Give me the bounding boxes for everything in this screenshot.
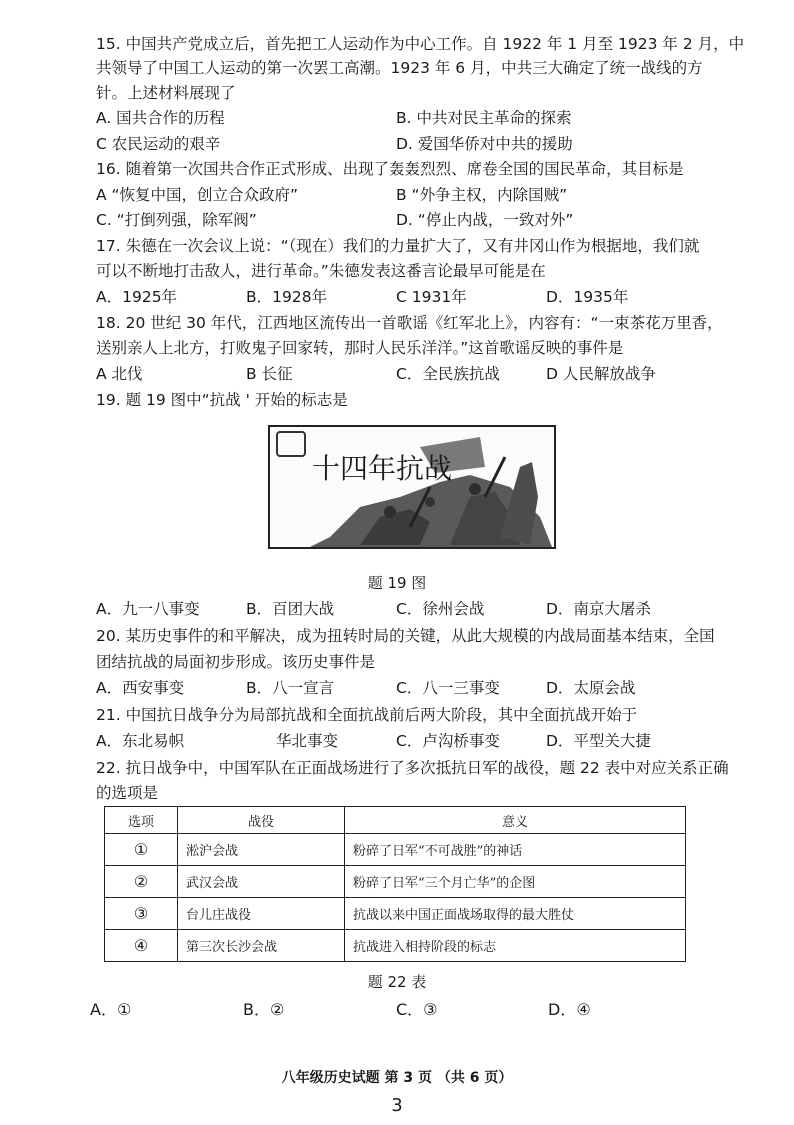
table-row	[105, 930, 686, 962]
table-header-cell: 战役	[178, 807, 345, 834]
q22-line-1: 22. 抗日战争中，中国军队在正面战场进行了多次抵抗日军的战役，题 22 表中对应关系正确	[96, 759, 729, 777]
q19-line-1: 19. 题 19 图中“抗战 ' 开始的标志是	[96, 391, 348, 409]
table-cell-battle: 台儿庄战役	[178, 898, 345, 930]
q20-option-d: D．太原会战	[546, 679, 636, 697]
table-cell-option: ③	[105, 898, 178, 930]
q15-option-c: C 农民运动的艰辛	[96, 135, 221, 153]
table-cell-significance: 抗战进入相持阶段的标志	[345, 930, 686, 962]
q18-option-b: B 长征	[246, 365, 293, 383]
table-cell-option: ②	[105, 866, 178, 898]
figure-title: 十四年抗战	[312, 452, 453, 485]
table-row	[105, 866, 686, 898]
q20-option-a: A．西安事变	[96, 679, 185, 697]
q17-option-d: D．1935年	[546, 288, 629, 306]
q20-option-c: C．八一三事变	[396, 679, 500, 697]
table-cell-battle: 淞沪会战	[178, 834, 345, 866]
q18-option-c: C．全民族抗战	[396, 365, 500, 383]
q18-line-2: 送别亲人上北方，打败鬼子回家转，那时人民乐洋洋。”这首歌谣反映的事件是	[96, 339, 624, 357]
table-cell-significance: 抗战以来中国正面战场取得的最大胜仗	[345, 898, 686, 930]
q16-option-b: B “外争主权，内除国贼”	[396, 186, 568, 204]
q22-option-d: D．④	[548, 1000, 591, 1019]
q22-option-b: B．②	[243, 1000, 285, 1019]
q15-option-a: A. 国共合作的历程	[96, 109, 225, 127]
table-cell-significance: 粉碎了日军“不可战胜”的神话	[345, 834, 686, 866]
table-row	[105, 834, 686, 866]
sculpture-illustration	[270, 427, 556, 549]
q21-option-c: C．卢沟桥事变	[396, 732, 500, 750]
q15-line-2: 共领导了中国工人运动的第一次罢工高潮。1923 年 6 月，中共三大确定了统一战线的方	[96, 59, 703, 77]
q20-line-2: 团结抗战的局面初步形成。该历史事件是	[96, 653, 376, 671]
page-footer: 八年级历史试题 第 3 页 （共 6 页）	[281, 1070, 513, 1086]
q22-table	[104, 806, 686, 962]
page-number: 3	[391, 1095, 403, 1116]
q17-line-1: 17. 朱德在一次会议上说：“（现在）我们的力量扩大了，又有井冈山作为根据地，我们就	[96, 237, 700, 255]
q17-option-b: B．1928年	[246, 288, 328, 306]
q21-line-1: 21. 中国抗日战争分为局部抗战和全面抗战前后两大阶段，其中全面抗战开始于	[96, 706, 638, 724]
q21-option-b: 华北事变	[276, 732, 339, 750]
q18-option-d: D 人民解放战争	[546, 365, 656, 383]
q18-line-1: 18. 20 世纪 30 年代，江西地区流传出一首歌谣《红军北上》，内容有：“一束茶花万里香，	[96, 314, 723, 332]
table-header-row	[105, 807, 686, 834]
q19-option-b: B．百团大战	[246, 600, 335, 618]
q19-option-a: A．九一八事变	[96, 600, 200, 618]
q22-option-a: A．①	[90, 1000, 132, 1019]
q19-caption: 题 19 图	[367, 574, 427, 592]
table-header-cell: 选项	[105, 807, 178, 834]
q22-line-2: 的选项是	[96, 784, 159, 802]
q21-option-d: D．平型关大捷	[546, 732, 651, 750]
table-header-cell: 意义	[345, 807, 686, 834]
q16-option-a: A “恢复中国，创立合众政府”	[96, 186, 299, 204]
table-cell-option: ①	[105, 834, 178, 866]
q17-line-2: 可以不断地打击敌人，进行革命。”朱德发表这番言论最早可能是在	[96, 262, 546, 280]
q15-line-1: 15. 中国共产党成立后，首先把工人运动作为中心工作。自 1922 年 1 月至 1923 年 2 月，中	[96, 35, 745, 53]
q19-figure-image	[268, 425, 556, 549]
q22-caption: 题 22 表	[367, 973, 427, 991]
q19-option-d: D．南京大屠杀	[546, 600, 651, 618]
q21-option-a: A．东北易帜	[96, 732, 185, 750]
q16-line-1: 16. 随着第一次国共合作正式形成、出现了轰轰烈烈、席卷全国的国民革命，其目标是	[96, 160, 684, 178]
table-cell-significance: 粉碎了日军“三个月亡华”的企图	[345, 866, 686, 898]
q15-option-b: B. 中共对民主革命的探索	[396, 109, 572, 127]
q17-option-a: A．1925年	[96, 288, 178, 306]
q15-line-3: 针。上述材料展现了	[96, 84, 236, 102]
q16-option-d: D. “停止内战，一致对外”	[396, 211, 574, 229]
table-cell-battle: 武汉会战	[178, 866, 345, 898]
q19-option-c: C．徐州会战	[396, 600, 485, 618]
q20-line-1: 20. 某历史事件的和平解决，成为扭转时局的关键，从此大规模的内战局面基本结束，全国	[96, 627, 715, 645]
q17-option-c: C 1931年	[396, 288, 467, 306]
q16-option-c: C. “打倒列强，除军阀”	[96, 211, 257, 229]
table-cell-battle: 第三次长沙会战	[178, 930, 345, 962]
q18-option-a: A 北伐	[96, 365, 143, 383]
q15-option-d: D. 爱国华侨对中共的援助	[396, 135, 573, 153]
table-cell-option: ④	[105, 930, 178, 962]
table-row	[105, 898, 686, 930]
q20-option-b: B．八一宣言	[246, 679, 335, 697]
q22-option-c: C．③	[396, 1000, 438, 1019]
